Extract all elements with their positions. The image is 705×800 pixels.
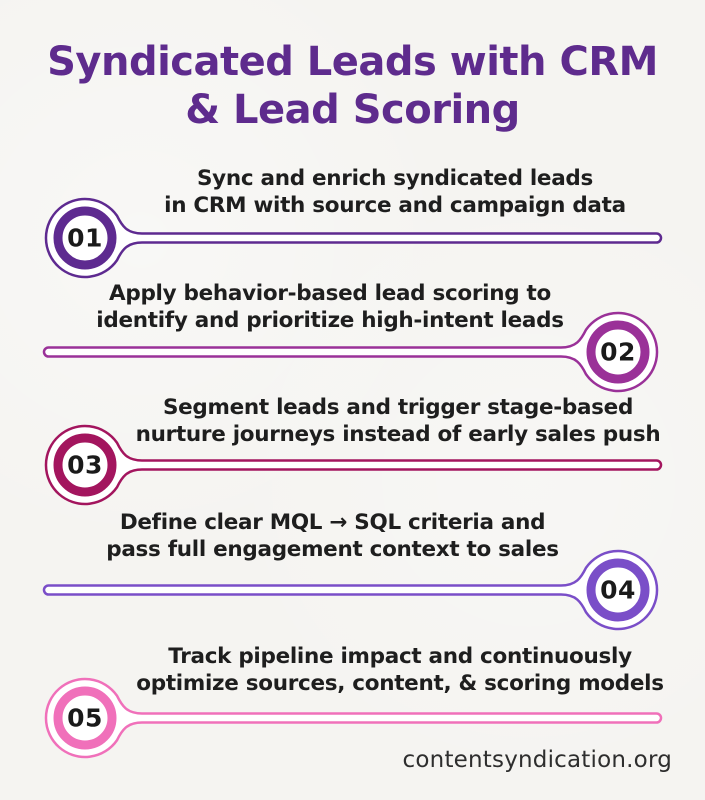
step-5-text-line-2: optimize sources, content, & scoring models (136, 670, 664, 696)
step-4-text-line-2: pass full engagement context to sales (106, 536, 559, 562)
step-4-number: 04 (600, 575, 636, 605)
step-1-text-line-2: in CRM with source and campaign data (164, 192, 626, 218)
page-title-line-1: Syndicated Leads with CRM (47, 39, 658, 85)
step-1-marker (0, 188, 705, 288)
footer-website-url: contentsyndication.org (402, 747, 672, 773)
step-2-connector-line (44, 313, 657, 391)
step-5-number: 05 (67, 703, 103, 733)
step-3-text-line-2: nurture journeys instead of early sales push (135, 421, 661, 447)
step-5-text-line-1: Track pipeline impact and continuously (168, 644, 632, 669)
step-2-marker (0, 302, 705, 402)
page-title (0, 38, 705, 134)
step-4-connector-line (44, 551, 657, 629)
step-1-text-line-1: Sync and enrich syndicated leads (196, 166, 594, 191)
step-2-text-line-2: identify and prioritize high-intent leads (96, 307, 564, 333)
page-title-line-2: & Lead Scoring (185, 87, 520, 133)
step-3-connector-line (46, 426, 661, 504)
step-3-number: 03 (67, 450, 103, 480)
step-2-number: 02 (600, 337, 636, 367)
step-2-text-line-1: Apply behavior-based lead scoring to (109, 281, 551, 306)
step-1-connector-line (46, 199, 661, 277)
step-4-text-line-1: Define clear MQL → SQL criteria and (119, 510, 546, 535)
step-3-text-line-1: Segment leads and trigger stage-based (162, 395, 634, 420)
step-5-connector-line (46, 679, 661, 757)
step-3-marker (0, 415, 705, 515)
step-4-marker (0, 540, 705, 640)
step-1-number: 01 (67, 223, 103, 253)
